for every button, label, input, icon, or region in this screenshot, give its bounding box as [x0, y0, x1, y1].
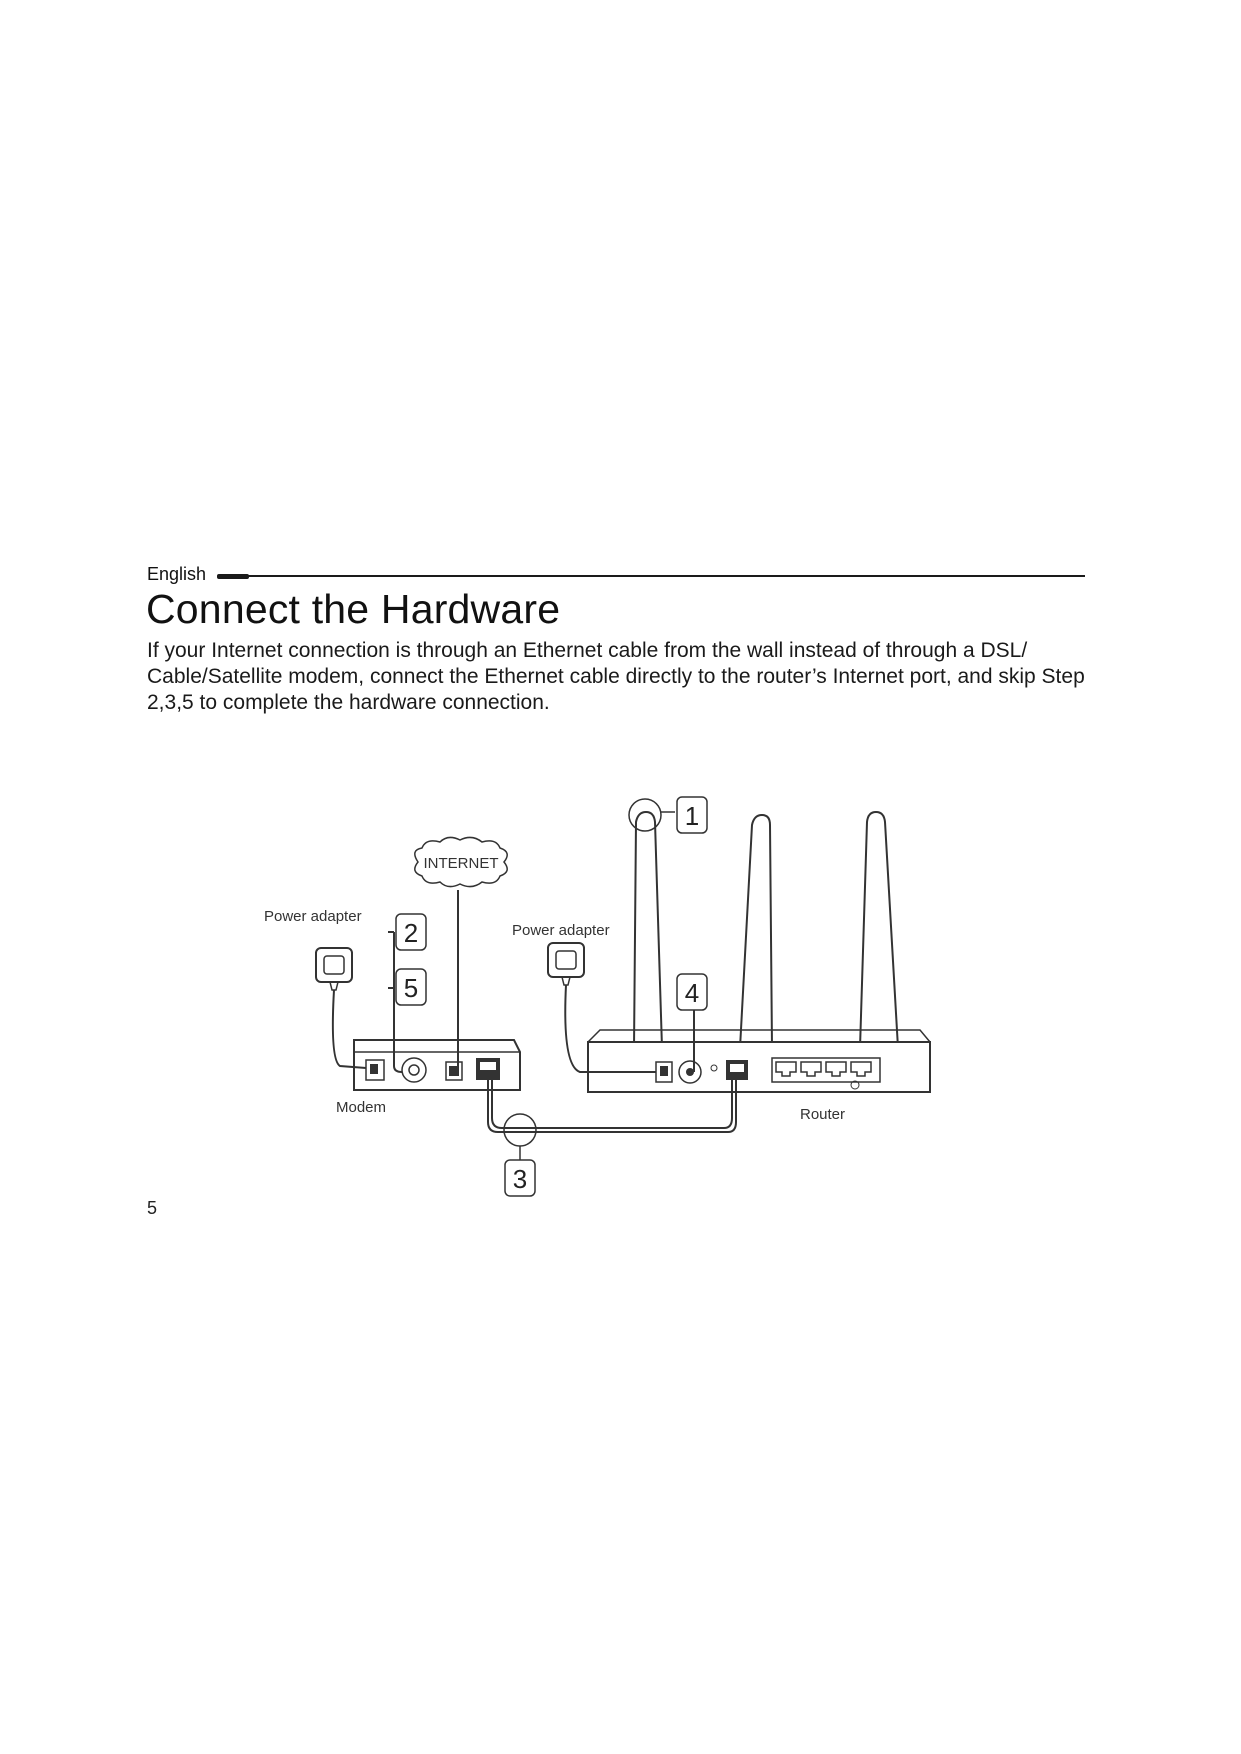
modem-power-adapter-label: Power adapter — [264, 908, 362, 925]
step-3-badge — [505, 1160, 535, 1196]
modem-label: Modem — [336, 1099, 387, 1116]
step-1-badge — [677, 797, 707, 833]
step-3-marker-circle — [504, 1114, 536, 1146]
language-label: English — [147, 564, 207, 584]
step-2-badge — [396, 914, 426, 950]
svg-text:4: 4 — [684, 978, 700, 1008]
router-power-adapter-label: Power adapter — [512, 922, 610, 939]
svg-text:3: 3 — [512, 1164, 528, 1194]
svg-text:5: 5 — [403, 973, 419, 1003]
internet-label: INTERNET — [423, 855, 499, 872]
page-title: Connect the Hardware — [146, 586, 561, 632]
step-5-badge — [396, 969, 426, 1005]
step-4-badge — [677, 974, 707, 1010]
router-antennas — [634, 812, 898, 1048]
router-label: Router — [800, 1106, 846, 1123]
page-number: 5 — [147, 1198, 158, 1218]
intro-paragraph: If your Internet connection is through an Ethernet cable from the wall instead of through a DSL/ Cable/Satellite modem, connect the Ethernet cable directly to the router’s Internet port, and skip Step 2,3,5 to complete the hardware connection. — [147, 639, 1085, 714]
svg-text:2: 2 — [403, 918, 419, 948]
modem — [354, 1040, 520, 1090]
svg-text:1: 1 — [684, 801, 700, 831]
internet-cloud — [415, 837, 507, 886]
